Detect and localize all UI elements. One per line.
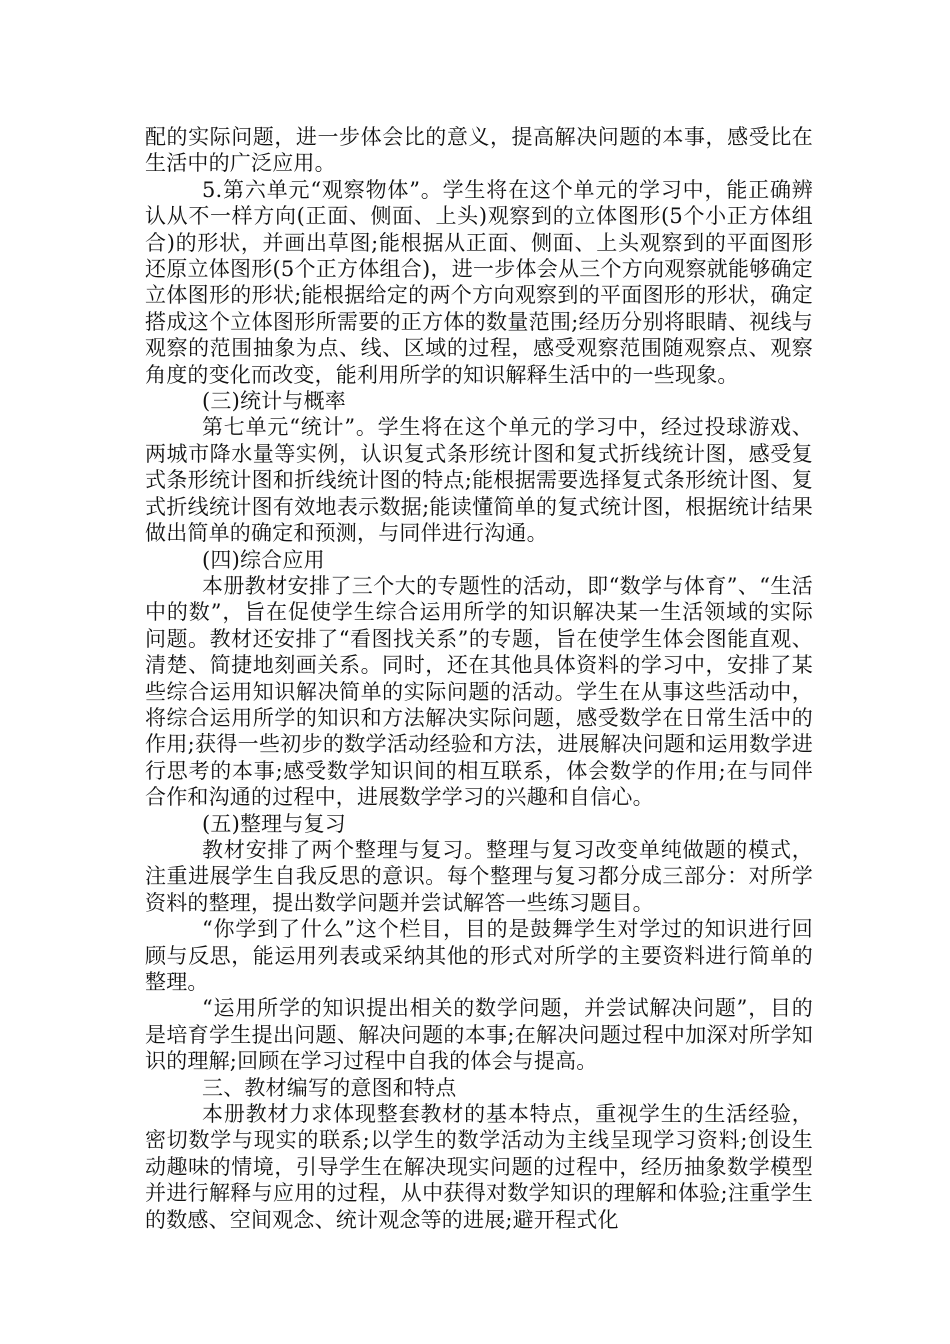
section-heading-comprehensive: (四)综合应用 <box>202 547 325 572</box>
paragraph-unit-six-observation: 5.第六单元“观察物体”。学生将在这个单元的学习中，能正确辨认从不一样方向(正面、侧面、上头)观察到的立体图形(5个小正方体组合)的形状，并画出草图;能根据从正面、侧面、上头观察到的平面图形还原立体图形(5个正方体组合)，进一步体会从三个方向观察就能够确定立体图形的形状;能根据给定的两个方向观察到的平面图形的形状，确定搭成这个立体图形所需要的正方体的数量范围;经历分别将眼睛、视线与观察的范围抽象为点、线、区域的过程，感受观察范围随观察点、观察角度的变化而改变，能利用所学的知识解释生活中的一些现象。 <box>145 177 813 387</box>
paragraph-comprehensive-application: 本册教材安排了三个大的专题性的活动，即“数学与体育”、“生活中的数”，旨在促使学生综合运用所学的知识解决某一生活领域的实际问题。教材还安排了“看图找关系”的专题，旨在使学生体会图能直观、清楚、简捷地刻画关系。同时，还在其他具体资料的学习中，安排了某些综合运用知识解决简单的实际问题的活动。学生在从事这些活动中，将综合运用所学的知识和方法解决实际问题，感受数学在日常生活中的作用;获得一些初步的数学活动经验和方法，进展解决问题和运用数学进行思考的本事;感受数学知识间的相互联系，体会数学的作用;在与同伴合作和沟通的过程中，进展数学学习的兴趣和自信心。 <box>145 573 813 810</box>
section-heading-statistics: (三)统计与概率 <box>202 389 346 414</box>
document-body <box>145 124 813 1233</box>
paragraph-what-you-learned: “你学到了什么”这个栏目，目的是鼓舞学生对学过的知识进行回顾与反思，能运用列表或采纳其他的形式对所学的主要资料进行简单的整理。 <box>145 917 813 994</box>
paragraph-continuation: 配的实际问题，进一步体会比的意义，提高解决问题的本事，感受比在生活中的广泛应用。 <box>145 125 813 176</box>
paragraph-unit-seven-statistics: 第七单元“统计”。学生将在这个单元的学习中，经过投球游戏、两城市降水量等实例，认识复式条形统计图和复式折线统计图，感受复式条形统计图和折线统计图的特点;能根据需要选择复式条形统计图、复式折线统计图有效地表示数据;能读懂简单的复式统计图，根据统计结果做出简单的确定和预测，与同伴进行沟通。 <box>145 415 813 546</box>
paragraph-review-intro: 教材安排了两个整理与复习。整理与复习改变单纯做题的模式，注重进展学生自我反思的意识。每个整理与复习都分成三部分：对所学资料的整理，提出数学问题并尝试解答一些练习题目。 <box>145 837 813 915</box>
paragraph-design-features: 本册教材力求体现整套教材的基本特点，重视学生的生活经验，密切数学与现实的联系;以学生的数学活动为主线呈现学习资料;创设生动趣味的情境，引导学生在解决现实问题的过程中，经历抽象数学模型并进行解释与应用的过程，从中获得对数学知识的理解和体验;注重学生的数感、空间观念、统计观念等的进展;避开程式化 <box>145 1102 813 1232</box>
section-heading-design-intent: 三、教材编写的意图和特点 <box>202 1075 457 1100</box>
section-heading-review: (五)整理与复习 <box>202 811 346 836</box>
paragraph-pose-problems: “运用所学的知识提出相关的数学问题，并尝试解决问题”，目的是培育学生提出问题、解决问题的本事;在解决问题过程中加深对所学知识的理解;回顾在学习过程中自我的体会与提高。 <box>145 996 813 1074</box>
